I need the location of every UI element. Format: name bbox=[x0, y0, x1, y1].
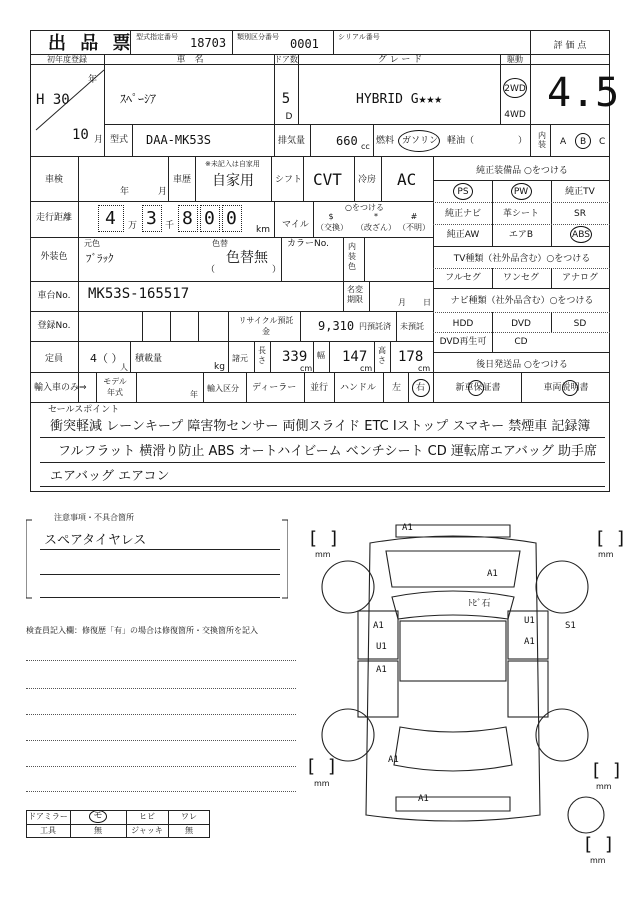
divider bbox=[274, 201, 275, 237]
divider bbox=[30, 402, 610, 403]
divider bbox=[369, 281, 370, 311]
mileage-unknown-sym: # bbox=[410, 212, 418, 221]
model-code-label: 型式指定番号 bbox=[136, 33, 178, 41]
divider bbox=[551, 180, 552, 246]
capacity-unit: 人 bbox=[120, 363, 128, 372]
navi-cd[interactable]: CD bbox=[514, 337, 528, 347]
shaken-year: 年 bbox=[120, 187, 130, 197]
original-color-label: 元色 bbox=[84, 239, 100, 248]
type-value: DAA-MK53S bbox=[146, 133, 212, 147]
docs-title: 後日発送品 ○をつける bbox=[476, 360, 568, 370]
width-cm: cm bbox=[360, 364, 373, 373]
mileage-digit-1: 4 bbox=[105, 208, 116, 229]
displacement-unit: cc bbox=[361, 142, 370, 151]
interior-a[interactable]: A bbox=[560, 137, 567, 147]
handle-left[interactable]: 左 bbox=[392, 383, 402, 393]
sales-line-1: 衝突軽減 レーンキープ 障害物センサー 両側スライド ETC Iストップ スマキー 禁煙車 記録簿 bbox=[50, 419, 591, 434]
width-value: 147 bbox=[342, 349, 368, 365]
divider bbox=[274, 54, 275, 124]
tv-title: TV種類（社外品含む）○をつける bbox=[453, 254, 591, 264]
mm-1: mm bbox=[315, 550, 331, 559]
hood bbox=[386, 551, 520, 587]
bracket-fl-close: ] bbox=[330, 528, 338, 549]
capacity-value: 4（ ） bbox=[90, 352, 123, 365]
color-label: 外装色 bbox=[40, 252, 68, 262]
bracket-rl: [ bbox=[308, 756, 316, 777]
divider bbox=[433, 352, 610, 353]
divider bbox=[195, 156, 196, 201]
damage-mark: ﾄﾋﾞ石 bbox=[468, 599, 491, 609]
divider bbox=[170, 311, 171, 341]
navi-hdd[interactable]: HDD bbox=[452, 319, 474, 329]
divider bbox=[26, 740, 296, 741]
displacement-value: 660 bbox=[336, 134, 358, 148]
model-year-label: モデル年式 bbox=[103, 377, 127, 397]
chassis-value: MK53S-165517 bbox=[88, 286, 190, 302]
bracket-spare-close: ] bbox=[605, 834, 613, 855]
divider bbox=[313, 201, 314, 237]
mirror-circle bbox=[89, 810, 107, 823]
navi-sd[interactable]: SD bbox=[573, 319, 587, 329]
divider bbox=[26, 824, 210, 825]
divider bbox=[329, 341, 330, 372]
divider bbox=[30, 64, 530, 65]
damage-mark: S1 bbox=[565, 621, 576, 631]
bracket-rr-close: ] bbox=[613, 760, 621, 781]
capacity-label: 定員 bbox=[44, 354, 64, 364]
divider bbox=[530, 64, 610, 65]
equipment-tv[interactable]: 純正TV bbox=[565, 187, 595, 197]
mileage-unknown[interactable]: （不明） bbox=[398, 223, 430, 232]
height-value: 178 bbox=[398, 349, 424, 365]
divider bbox=[30, 281, 433, 282]
break-label: ワレ bbox=[181, 812, 197, 821]
score-label: 評 価 点 bbox=[553, 41, 587, 51]
mileage-unit-sen: 千 bbox=[165, 221, 175, 231]
mileage-altered[interactable]: （改ざん） bbox=[356, 223, 396, 232]
divider bbox=[40, 486, 605, 487]
handle-label: ハンドル bbox=[340, 383, 377, 393]
divider bbox=[310, 124, 311, 156]
drive-label: 駆動 bbox=[507, 55, 523, 64]
divider bbox=[26, 791, 296, 792]
registration-label: 登録No. bbox=[37, 321, 71, 331]
spare-circle bbox=[568, 797, 604, 833]
divider bbox=[132, 124, 133, 156]
divider bbox=[254, 341, 255, 372]
interior-b-circle bbox=[575, 133, 591, 149]
import-parallel[interactable]: 並行 bbox=[310, 383, 329, 393]
bracket-fr: [ bbox=[597, 528, 605, 549]
history-note: ※未記入は自家用 bbox=[205, 160, 260, 168]
height-label: 高さ bbox=[378, 346, 386, 365]
divider bbox=[168, 810, 169, 838]
notes-text: スペアタイヤレス bbox=[44, 533, 147, 548]
inspector-label: 検査員記入欄：修復歴「有」の場合は修復箇所・交換箇所を記入 bbox=[26, 626, 258, 635]
divider bbox=[354, 156, 355, 201]
docs-manual-circle bbox=[562, 380, 578, 396]
history-label: 車歴 bbox=[173, 175, 192, 185]
divider bbox=[270, 341, 271, 372]
body-outline bbox=[366, 536, 540, 821]
divider bbox=[433, 246, 610, 247]
mileage-unit-man: 万 bbox=[128, 221, 138, 231]
divider bbox=[298, 54, 299, 124]
shift-value: CVT bbox=[313, 170, 342, 189]
sheet-title: 出 品 票 bbox=[48, 33, 135, 54]
first-reg-month: 10 bbox=[72, 127, 89, 143]
length-label: 長さ bbox=[258, 346, 266, 365]
equipment-aw[interactable]: 純正AW bbox=[446, 230, 480, 240]
mileage-altered-sym: * bbox=[374, 212, 378, 221]
fuel-label: 燃料 bbox=[376, 136, 395, 146]
repaint-paren-open: （ bbox=[206, 265, 216, 275]
interior-color-label: 内装色 bbox=[348, 242, 356, 271]
mileage-mile: マイル bbox=[282, 220, 309, 230]
year-unit: 年 bbox=[88, 75, 98, 85]
divider bbox=[551, 268, 552, 288]
sales-label: セールスポイント bbox=[48, 405, 120, 415]
mm-4: mm bbox=[596, 782, 612, 791]
divider bbox=[130, 341, 131, 372]
divider bbox=[246, 372, 247, 402]
equipment-airbag[interactable]: エアB bbox=[508, 230, 534, 240]
divider bbox=[390, 341, 391, 372]
divider bbox=[551, 312, 552, 332]
damage-mark: A1 bbox=[418, 794, 429, 804]
model-year-unit: 年 bbox=[190, 390, 198, 399]
divider bbox=[343, 237, 344, 281]
divider bbox=[274, 124, 275, 156]
divider bbox=[433, 268, 610, 269]
divider bbox=[104, 54, 105, 156]
tv-fullseg[interactable]: フルセグ bbox=[445, 273, 481, 283]
divider bbox=[130, 30, 131, 54]
divider bbox=[30, 341, 433, 342]
score-value: 4.5 bbox=[547, 70, 620, 116]
divider bbox=[433, 202, 610, 203]
door-type: D bbox=[285, 112, 293, 122]
model-code: 18703 bbox=[190, 36, 227, 50]
mm-2: mm bbox=[598, 550, 614, 559]
divider bbox=[40, 549, 280, 550]
import-category-label: 輸入区分 bbox=[207, 384, 239, 393]
repaint-label: 色替 bbox=[212, 239, 228, 248]
divider bbox=[126, 810, 127, 838]
mileage-unit-km: km bbox=[256, 225, 270, 235]
mileage-replaced[interactable]: （交換） bbox=[316, 223, 348, 232]
bracket-fl: [ bbox=[310, 528, 318, 549]
divider bbox=[40, 597, 280, 598]
fuel-value[interactable]: ガソリン bbox=[402, 136, 439, 146]
divider bbox=[433, 180, 610, 181]
doors-label: ドア数 bbox=[274, 55, 298, 64]
divider bbox=[521, 372, 522, 402]
damage-mark: A1 bbox=[402, 523, 413, 533]
import-dealer[interactable]: ディーラー bbox=[252, 383, 297, 393]
damage-mark: U1 bbox=[376, 642, 387, 652]
load-label: 積載量 bbox=[135, 354, 163, 364]
length-cm: cm bbox=[300, 364, 313, 373]
divider bbox=[303, 156, 304, 201]
width-label: 幅 bbox=[317, 351, 325, 360]
equipment-leather[interactable]: 革シート bbox=[502, 209, 540, 219]
damage-mark: A1 bbox=[388, 755, 399, 765]
serial-label: シリアル番号 bbox=[338, 33, 380, 41]
mirror-label: ドアミラー bbox=[28, 812, 68, 821]
divider bbox=[530, 30, 531, 156]
divider bbox=[26, 688, 296, 689]
car-diagram bbox=[300, 515, 630, 895]
bracket-rr: [ bbox=[593, 760, 601, 781]
divider bbox=[30, 372, 610, 373]
sales-line-3: エアバッグ エアコン bbox=[50, 469, 170, 484]
history-value: 自家用 bbox=[212, 173, 254, 189]
divider bbox=[40, 462, 605, 463]
divider bbox=[492, 268, 493, 288]
repaint-value: 色替無 bbox=[226, 250, 268, 266]
divider bbox=[30, 311, 433, 312]
divider bbox=[500, 54, 501, 124]
grade-label: グ レ ー ド bbox=[377, 55, 423, 65]
equipment-title: 純正装備品 ○をつける bbox=[476, 166, 568, 176]
class-code: 0001 bbox=[290, 37, 319, 51]
divider bbox=[364, 237, 365, 281]
divider bbox=[168, 156, 169, 201]
dims-label: 諸元 bbox=[232, 354, 248, 363]
bracket-spare: [ bbox=[585, 834, 593, 855]
divider bbox=[396, 311, 397, 341]
divider bbox=[333, 30, 334, 54]
name-change-day: 日 bbox=[423, 298, 431, 307]
name-change-label: 名変期限 bbox=[347, 285, 363, 304]
handle-right[interactable]: 右 bbox=[416, 383, 426, 393]
divider bbox=[30, 54, 610, 55]
drive-4wd[interactable]: 4WD bbox=[504, 110, 526, 120]
navi-dvd-play[interactable]: DVD再生可 bbox=[439, 337, 487, 347]
divider bbox=[408, 372, 409, 402]
tv-analog[interactable]: アナログ bbox=[561, 273, 599, 283]
car-name-label: 車 名 bbox=[176, 55, 204, 65]
shaken-label: 車検 bbox=[44, 175, 64, 185]
repaint-paren-close: ） bbox=[272, 265, 282, 275]
damage-mark: A1 bbox=[487, 569, 498, 579]
divider bbox=[550, 124, 551, 156]
recycle-label: リサイクル預託金 bbox=[238, 316, 294, 336]
divider bbox=[30, 156, 610, 157]
recycle-value: 9,310 bbox=[318, 319, 355, 333]
diesel-label: 軽油（ bbox=[447, 136, 475, 146]
first-reg-label: 初年度登録 bbox=[47, 55, 87, 64]
equipment-navi[interactable]: 純正ナビ bbox=[444, 209, 482, 219]
divider bbox=[433, 332, 610, 333]
load-unit: kg bbox=[214, 362, 225, 372]
interior-c[interactable]: C bbox=[599, 137, 606, 147]
rear-hatch bbox=[394, 727, 512, 771]
mm-5: mm bbox=[590, 856, 606, 865]
chassis-label: 車台No. bbox=[37, 291, 71, 301]
tv-oneseg[interactable]: ワンセグ bbox=[502, 273, 540, 283]
divider bbox=[530, 124, 610, 125]
navi-title: ナビ種類（社外品含む）○をつける bbox=[450, 296, 594, 306]
divider bbox=[334, 372, 335, 402]
bracket-fr-close: ] bbox=[617, 528, 625, 549]
docs-warranty[interactable]: 新車保証書 bbox=[455, 383, 501, 393]
divider bbox=[70, 810, 71, 838]
damage-mark: A1 bbox=[373, 621, 384, 631]
mileage-digit-4: 0 bbox=[204, 208, 215, 229]
mileage-replaced-sym: $ bbox=[328, 212, 334, 221]
drive-2wd[interactable]: 2WD bbox=[504, 84, 526, 94]
divider bbox=[271, 156, 272, 201]
name-change-month: 月 bbox=[398, 298, 406, 307]
divider bbox=[104, 124, 530, 125]
divider bbox=[383, 372, 384, 402]
displacement-label: 排気量 bbox=[278, 136, 306, 146]
windshield bbox=[392, 591, 514, 619]
mileage-digit-3: 8 bbox=[182, 208, 193, 229]
divider bbox=[26, 660, 296, 661]
bracket-rl-close: ] bbox=[328, 756, 336, 777]
mileage-label: 走行距離 bbox=[35, 213, 73, 223]
recycle-deposited[interactable]: 円預託済 bbox=[359, 322, 391, 331]
tools-label: 工具 bbox=[40, 826, 56, 835]
tools-value: 無 bbox=[94, 826, 102, 835]
mileage-check-note: ○をつける bbox=[345, 203, 384, 212]
divider bbox=[142, 311, 143, 341]
height-cm: cm bbox=[418, 364, 431, 373]
divider bbox=[492, 180, 493, 246]
length-value: 339 bbox=[282, 349, 308, 365]
month-unit: 月 bbox=[94, 135, 104, 145]
equipment-abs[interactable]: ABS bbox=[572, 230, 590, 240]
divider bbox=[78, 156, 79, 402]
mm-3: mm bbox=[314, 779, 330, 788]
divider bbox=[433, 224, 610, 225]
divider bbox=[433, 288, 610, 289]
damage-mark: A1 bbox=[524, 637, 535, 647]
ac-value: AC bbox=[397, 170, 417, 189]
ac-label: 冷房 bbox=[358, 175, 377, 185]
diesel-close: ） bbox=[518, 136, 528, 146]
divider bbox=[30, 237, 433, 238]
mileage-digit-2: 3 bbox=[146, 208, 157, 229]
equipment-sr[interactable]: SR bbox=[574, 209, 586, 219]
divider bbox=[343, 281, 344, 311]
divider bbox=[228, 341, 229, 372]
sales-line-2: フルフラット 横滑り防止 ABS オートハイビーム ベンチシート CD 運転席エアバッグ 助手席 bbox=[58, 444, 597, 459]
car-name: ｽﾍﾟｰｼｱ bbox=[120, 92, 157, 106]
drive-2wd-circle bbox=[503, 78, 527, 98]
interior-b[interactable]: B bbox=[580, 137, 587, 147]
divider bbox=[198, 311, 199, 341]
equipment-pw-circle bbox=[511, 183, 532, 200]
divider bbox=[373, 124, 374, 156]
damage-mark: U1 bbox=[524, 616, 535, 626]
type-label: 型式 bbox=[110, 135, 129, 145]
equipment-abs-circle bbox=[570, 226, 592, 243]
divider bbox=[374, 341, 375, 372]
roof bbox=[400, 621, 506, 681]
divider bbox=[433, 156, 434, 402]
notes-label: 注意事項・不具合箇所 bbox=[54, 513, 134, 522]
shift-label: シフト bbox=[275, 175, 303, 185]
class-code-label: 類別区分番号 bbox=[237, 33, 279, 41]
divider bbox=[26, 766, 296, 767]
divider bbox=[232, 30, 233, 54]
fuel-circle bbox=[398, 130, 440, 152]
grade-value: HYBRID G★★★ bbox=[356, 92, 443, 107]
equipment-ps[interactable]: PS bbox=[457, 187, 469, 197]
divider bbox=[203, 372, 204, 402]
divider bbox=[300, 311, 301, 341]
equipment-pw[interactable]: PW bbox=[513, 187, 529, 197]
divider bbox=[96, 372, 97, 402]
notes-bracket bbox=[26, 513, 288, 602]
interior-label: 内装 bbox=[538, 131, 546, 149]
jack-label: ジャッキ bbox=[131, 826, 163, 835]
original-color: ﾌﾞﾗｯｸ bbox=[86, 252, 114, 265]
wheel-front-left bbox=[322, 561, 374, 613]
divider bbox=[40, 437, 605, 438]
divider bbox=[136, 372, 137, 402]
damage-mark: A1 bbox=[376, 665, 387, 675]
front-bumper bbox=[396, 525, 510, 537]
navi-dvd[interactable]: DVD bbox=[511, 319, 531, 329]
jack-value: 無 bbox=[185, 826, 193, 835]
crack-label: ヒビ bbox=[139, 812, 155, 821]
first-reg-era: H 30 bbox=[36, 92, 70, 108]
doors-value: 5 bbox=[281, 91, 291, 107]
shaken-month: 月 bbox=[158, 187, 168, 197]
divider bbox=[304, 372, 305, 402]
divider bbox=[40, 574, 280, 575]
wheel-front-right bbox=[536, 561, 588, 613]
docs-warranty-circle bbox=[468, 380, 484, 396]
divider bbox=[26, 714, 296, 715]
rear-bumper bbox=[396, 794, 510, 811]
mileage-digit-5: 0 bbox=[226, 208, 237, 229]
docs-manual[interactable]: 車両説明書 bbox=[543, 383, 589, 393]
divider bbox=[30, 201, 433, 202]
divider bbox=[313, 341, 314, 372]
handle-right-circle bbox=[412, 379, 430, 397]
import-label: 輸入車のみ⇒ bbox=[34, 383, 87, 393]
equipment-ps-circle bbox=[453, 183, 473, 200]
divider bbox=[381, 156, 382, 201]
right-rear-door bbox=[508, 661, 548, 717]
recycle-not-deposited[interactable]: 未預託 bbox=[400, 322, 424, 331]
divider bbox=[281, 237, 282, 281]
mirror-value: モ bbox=[93, 811, 103, 821]
color-code-label: カラーNo. bbox=[287, 239, 329, 249]
divider bbox=[228, 311, 229, 341]
divider bbox=[433, 312, 610, 313]
